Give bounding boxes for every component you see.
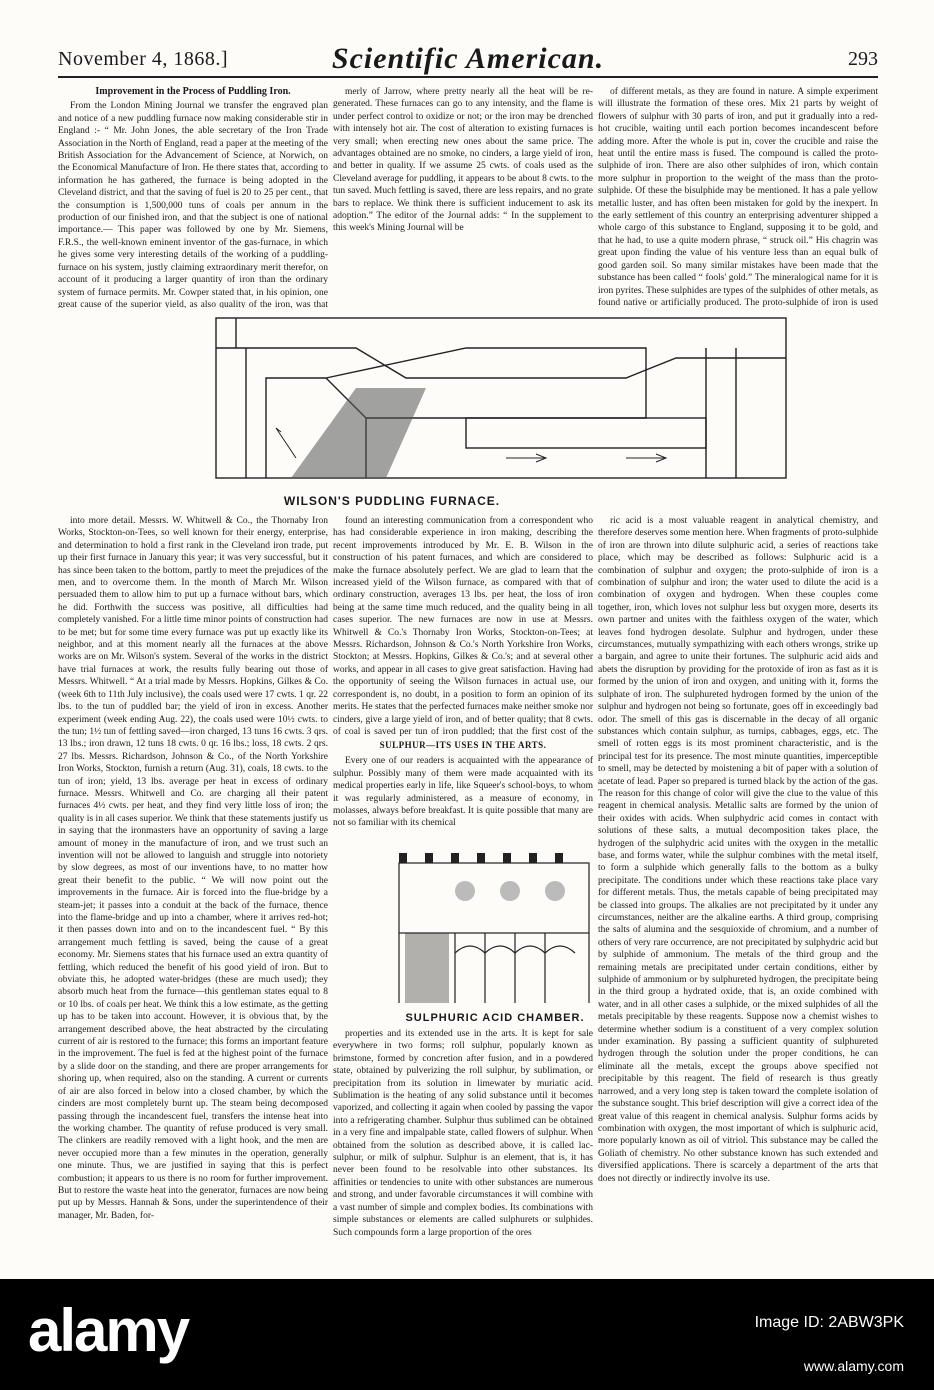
masthead bbox=[58, 42, 878, 76]
publication-title: Scientific American. bbox=[331, 42, 605, 75]
figure-caption: WILSON'S PUDDLING FURNACE. bbox=[283, 494, 501, 508]
column-3-bottom bbox=[598, 515, 878, 1275]
column-1-intro bbox=[58, 86, 328, 308]
column-1-narrow bbox=[58, 308, 186, 513]
figure-caption: SULPHURIC ACID CHAMBER. bbox=[405, 1012, 585, 1024]
issue-date: November 4, 1868.] bbox=[58, 48, 229, 70]
column-2-sulphur bbox=[333, 737, 593, 837]
column-1-bottom bbox=[58, 515, 328, 1275]
acid-chamber-illustration bbox=[395, 843, 595, 1008]
column-2-middle bbox=[333, 515, 593, 737]
article-text: properties and its extended use in the arts. It is kept for sale everywhere in two forms; roll sulphur, popularly known as brimstone, formed by concretion after fusion, and in a powdered state, obtained by pulverizing the roll sulphur, by sublimation, or precipitation from its solution in limewater by muriatic acid. Sublimation is the heating of any solid substance until it becomes vaporized, and collecting it again when cooled by passing the vapor into a refrigerating chamber. Sulphur thus sublimed can be obtained in a very fine and impalpable state, called flowers of sulphur. When obtained from the solution as described above, it is called lac-sulphur, or milk of sulphur. Sulphur is an element, that is, it has never been found to be resolvable into other substances. Its affinities or tendencies to unite with other substances are numerous and strong, and under favorable circumstances it will combine with a vast number of simple and complex bodies. Its combinations with simple substances or elements are called sulphurets or sulphides. Such compounds form a large proportion of the ores bbox=[333, 1029, 593, 1238]
article-text: ric acid is a most valuable reagent in analytical chemistry, and therefore deserves some mention here. When fragments of proto-sulphide of iron are thrown into dilute sulphuric acid, a series of reactions take place, which may be described as follows: Sulphuric acid is a combination of sulphur and oxygen; the proto-sulphide of iron is a combination of sulphur and iron; the water used to dilute the acid is a combination of oxygen and hydrogen. When these couples come together, iron, which loves not sulphur less but oxygen more, deserts its own partner and unites with the faithless oxygen of the water, which leaves fond hydrogen desolate. Sulphur and hydrogen, under these circumstances, mutually sympathizing with each others wrongs, strike up a bargain, and agree to unite their fortunes. The sulphuric acid aids and abets the disruption by providing for the protoxide of iron as fast as it is formed by the union of iron and oxygen, and uniting with it, forms the sulphate of iron. The sulphureted hydrogen formed by the union of the sulphur and hydrogen not being so fortunate, goes off in exceedingly bad odor. The smell of this gas is discernable in the decay of all organic substances which contain sulphur, as turnips, cabbages, eggs, etc. The smell of rotten eggs is its most prominent characteristic, and is the principal test for its presence. The most minute quantities, imperceptible to smell, may be detected by moistening a bit of paper with a solution of acetate of lead. Paper so prepared is turned black by the action of the gas. The reason for this change of color will give the clue to the value of this reagent in chemical analysis. Metallic salts are formed by the union of their oxides with acids. When sulphydric acid comes in contact with solutions of these salts, a mutual decomposition takes place, the hydrogen of the sulphydric acid unites with the oxygen in the metallic base, and forms water, while the sulphur combines with the metal itself, to form a sulphide which generally falls to the bottom as a bulky precipitate. The conditions under which these reactions take place vary for different metals. Thus, the metals capable of being precipitated may be classed into groups. The alkalies are not precipitated by it under any circumstances, neither are the alkaline earths. A third group, comprising the salts of alumina and the sesquioxide of chromium, and a number of others of very rare occurrence, are not precipitated by sulphydric acid but by sulphide of ammonium. The metals of the third group and the remaining metals are precipitated under certain conditions, either by sulphide of ammonium or by sulphureted hydrogen, the precipitate being in the third group a hydrated oxide, that is, an oxide combined with water, and in all other cases a sulphide, or the mixed sulphides of all the metals precipitable by these reagents. Suppose now a chemist wishes to determine whether sodium is a constituent of a very complex solution under examination. By passing a sufficient quantity of sulphureted hydrogen through the solution under the proper conditions, he can eliminate all the metals, except the groups above specified not precipitable by this reagent. The field of research is thus greatly narrowed, and a very long step is taken toward the complete isolation of the substance sought. This brief description will give a correct idea of the great value of this reagent in chemical analysis. Sulphur forms acids by combination with oxygen, the most important of which is sulphuric acid, more popularly known as oil of vitriol. This substance may be called the Goliath of chemistry. No other substance known has such extended and diversified applications. There is scarcely a department of the arts that does not directly or indirectly involve its use. bbox=[598, 516, 878, 1184]
article-text: of different metals, as they are found in nature. A simple experiment will illustrate the formation of these ores. Mix 21 parts by weight of flowers of sulphur with 30 parts of iron, and put it gradually into a red-hot crucible, waiting until each portion becomes incandescent before adding more. After the whole is put in, cover the crucible and raise the heat until the entire mass is fused. The compound is called the proto-sulphide of iron. There are also other sulphides of iron, which contain more sulphur in proportion to the weight of the mass than the proto-sulphide. Of these the bisulphide may be mentioned. It has a pale yellow metallic luster, and has often been mistaken for gold by the inexpert. In the early settlement of this country an enterprising adventurer shipped a whole cargo of this substance to England, supposing it to be gold, and that he had, to use a quite modern phrase, “ struck oil.” His chagrin was great upon finding the value of his venture less than an equal bulk of good garden soil. So many similar mistakes have been made that the substance has been called “ fools' gold.” The mineralogical name for it is iron pyrites. These sulphides are types of the sulphides of other metals, as found native or artificially produced. The proto-sulphide of iron is used bbox=[598, 87, 878, 308]
furnace-illustration bbox=[192, 308, 592, 490]
stock-logo: alamy bbox=[28, 1297, 189, 1364]
furnace-drawing bbox=[206, 308, 806, 490]
image-id: Image ID: 2ABW3PK bbox=[754, 1314, 904, 1331]
acid-chamber-drawing bbox=[395, 843, 595, 1008]
masthead-rule bbox=[58, 76, 878, 78]
article-text: merly of Jarrow, where pretty nearly all the heat will be re-generated. These furnaces can go to any intensity, and the flame is under perfect control to oxidize or not; or the iron may be drenched with intensely hot air. The cost of alteration to existing furnaces is very small; when erecting new ones about the same price. The advantages obtained are no smoke, no cinders, a large yield of iron, and better in quality. If we assume 25 cwts. of coals used as the Cleveland average for puddling, it appears to be about 8 cwts. to the tun saved. Much fettling is saved, there are less repairs, and no grate bars to replace. We think there is sufficient inducement to ask its adoption.” The editor of the Journal adds: “ In the supplement to this week's Mining Journal will be bbox=[333, 87, 593, 234]
section-heading: SULPHUR—ITS USES IN THE ARTS. bbox=[379, 740, 547, 750]
column-2-top bbox=[333, 86, 593, 308]
column-3-top bbox=[598, 86, 878, 308]
article-heading: Improvement in the Process of Puddling Iron. bbox=[95, 86, 291, 97]
column-2-bottom bbox=[333, 1028, 593, 1275]
column-3-narrow bbox=[792, 308, 878, 513]
stock-url: www.alamy.com bbox=[803, 1358, 904, 1374]
article-text: Every one of our readers is acquainted with the appearance of sulphur. Possibly many of them were made acquainted with its medical properties early in life, like Squeer's school-boys, to whom it was regularly administered, as a measure of economy, in molasses, always before breakfast. It is quite possible that many are not so familiar with its chemical bbox=[333, 756, 593, 829]
article-text: found an interesting communication from a correspondent who has had considerable experience in iron making, describing the recent improvements introduced by Mr. E. B. Wilson in the construction of his patent furnaces, and which are considered to make the furnace absolutely perfect. We are glad to learn that the increased yield of the Wilson furnace, as compared with that of ordinary construction, averages 13 lbs. per heat, the loss of iron being at the same time much reduced, and the quality being in all cases superior. The new furnaces are now in use at Messrs. Whitwell & Co.'s Thornaby Iron Works, Stockton-on-Tees; at Messrs. Richardson, Johnson & Co.'s North Yorkshire Iron Works, Stockton; at Messrs. Hopkins, Gilkes & Co.'s; and at several other works, and appear in all cases to give great satisfaction. Having had the opportunity of seeing the Wilson furnaces in actual use, our correspondent is, no doubt, in a position to form an opinion of its merits. He states that the perfected furnaces make neither smoke nor cinders, give a large yield of iron, and of better quality; that 8 cwts. of coal is saved per tun of iron puddled; that the first cost of the bbox=[333, 516, 593, 737]
article-text: From the London Mining Journal we transfer the engraved plan and notice of a new puddling furnace now making considerable stir in England :- “ Mr. John Jones, the able secretary of the Iron Trade Association in the North of England, read a paper at the meeting of the British Association for the Advancement of Science, at Norwich, on the Economical Manufacture of Iron. He there states that, according to information he has gathered, the furnace is being adopted in the Cleveland district, and that the saving of fuel is 20 to 25 per cent., that the consumption is 1,500,000 tuns of coals per annum in the production of our finished iron, and that the subject is one of national importance.— This paper was followed by one by Mr. Siemens, F.R.S., the well-known eminent inventor of the gas-furnace, in which he gives some very interesting details of the working of a puddling-furnace on his system, justly claiming extraordinary merit therefor, on account of it producing a larger quantity of iron than the ordinary system of furnace permits. Mr. Cowper stated that, in his opinion, one great cause of the superior yield, as also quality of the iron, was that bbox=[58, 101, 328, 308]
page-number: 293 bbox=[848, 48, 878, 70]
article-text: into more detail. Messrs. W. Whitwell & Co., the Thornaby Iron Works, Stockton-on-Tees, so well known for their energy, enterprise, and determination to hold a first rank in the Cleveland iron trade, put up their first furnace in January this year; it was very successful, but it has since been taken to the bottom, partly to meet the prejudices of the men, and to overcome them. In the month of March Mr. Wilson persuaded them to allow him to put up a furnace without bars, which he did. Forthwith the success was positive, all difficulties had completely vanished. For a little time minor points of construction had to be met; but for some time every furnace was put up exactly like its neighbor, and at this moment nearly all the furnaces at the above works are on Mr. Wilson's system. Several of the works in the district have trial furnaces at work, the results fully bearing out those of Messrs. Whitwell. “ At a trial made by Messrs. Hopkins, Gilkes & Co. (week 6th to 11th July inclusive), the coals used were 17 cwts. 1 qr. 22 lbs. to the tun of puddled bar; the yield of iron in excess. Another experiment (week ending Aug. 22), the coals used were 10½ cwts. to the tun; 1½ tun of fettling saved—iron charged, 13 tuns 16 cwts. 3 qrs. 13 lbs.; iron drawn, 12 tuns 18 cwts. 0 qr. 16 lbs.; loss, 18 cwts. 2 qrs. 27 lbs. Messrs. Richardson, Johnson & Co., of the North Yorkshire Iron Works, Stockton, furnish a return (Aug. 31), coals, 18 cwts. to the tun of iron; yield, 13 lbs. average per heat in excess of ordinary furnace. Messrs. Whitwell and Co. are charging all their patent furnaces 4½ cwts. per heat, and they find very little loss of iron; the quality is in all cases superior. We think that these statements justify us in saying that the ironmasters have an opportunity of saving a large amount of money in the manufacture of iron, and we trust such an invention will not be allowed to languish and struggle into notoriety by slow degrees, as most of our inventions have, to no matter how great their benefit to the public. “ We will now point out the improvements in the furnace. Air is forced into the flue-bridge by a steam-jet; it passes into a conduit at the back of the furnace, thence into the flame-bridge and up into a chamber, where it arrives red-hot; it then passes down into and on to the incandescent fuel. “ By this arrangement much fettling is saved, being the cause of a great economy. Mr. Siemens states that his furnace used an extra quantity of fettling, which reduced the benefit of his good yield of iron. But to obviate this, he adopted water-bridges (these are much used); they absorb much heat from the furnace—this gentleman states equal to 8 or 10 lbs. of coals per heat. We think this a low estimate, as the getting up has to be taken into account. However, it is obvious that, by the arrangement described above, the heat abstracted by the circulating current of air is restored to the furnace; this forms an important feature in the improvement. The fuel is fed at the highest point of the furnace by a slide door on the standing, and there are proper arrangements for shoring up, when required, also on the standing. A current or currents of air are also forced in below into a closed chamber, by which the cinders are most completely burnt up. The steam being decomposed passing through the incandescent fuel, transfers the intense heat into the working chamber. The quantity of refuse produced is very small. The clinkers are readily removed with a light hook, and the men are never occupied more than a few minutes in the operation, generally one minute. Thus, we are justified in saying that this is perfect combustion; it appears to us there is no room for further improvement. But to restore the waste heat into the generator, furnaces are now being put up by Messrs. Hannah & Sons, under the superintendence of their manager, Mr. Baden, for- bbox=[58, 516, 328, 1221]
